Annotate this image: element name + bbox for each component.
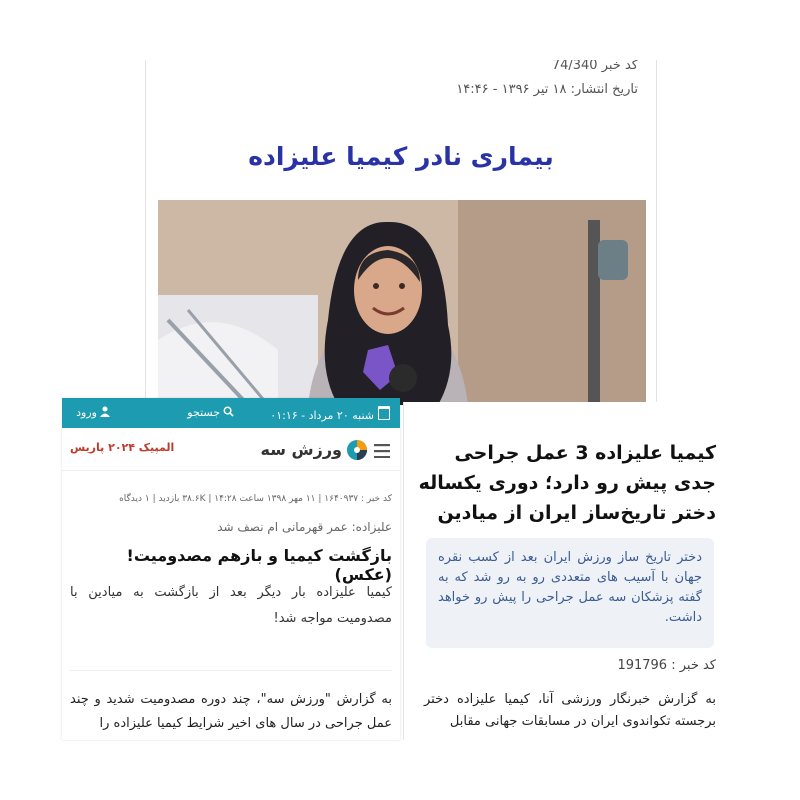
topbar-date <box>270 406 390 422</box>
news-code: کد خبر : 191796 <box>617 658 716 673</box>
site-name[interactable]: ورزش سه <box>260 440 342 459</box>
divider <box>70 670 392 671</box>
calendar-icon <box>378 406 390 420</box>
article-photo <box>158 200 646 405</box>
olympic-link[interactable]: المپیک ۲۰۲۴ پاریس <box>70 441 175 454</box>
site-navbar <box>62 430 400 471</box>
topbar-date-text: شنبه ۲۰ مرداد - ۰۱:۱۶ <box>270 409 374 422</box>
hospital-photo-illustration <box>158 200 646 405</box>
user-icon <box>100 406 110 417</box>
top-article-card <box>145 60 657 405</box>
article-title[interactable]: بازگشت کیمیا و بازهم مصدومیت! (عکس) <box>126 546 392 584</box>
news-meta: کد خبر : ۱۶۴۰۹۳۷ | ۱۱ مهر ۱۳۹۸ ساعت ۱۴:۲۸ | ۳۸.۶K بازدید | ۱ دیدگاه <box>119 494 392 504</box>
news-code: کد خبر 74/340 <box>551 60 638 73</box>
right-article-card <box>403 402 736 740</box>
article-lead: کیمیا علیزاده بار دیگر بعد از بازگشت به میادین با مصدومیت مواجه شد! <box>70 585 392 626</box>
login-label: ورود <box>76 406 97 419</box>
logo-icon <box>346 439 368 461</box>
article-title[interactable]: بیماری نادر کیمیا علیزاده <box>248 142 554 171</box>
login-link[interactable] <box>76 406 110 419</box>
search-link[interactable] <box>187 406 234 419</box>
search-icon <box>223 406 234 417</box>
article-body: به گزارش خبرنگار ورزشی آنا، کیمیا علیزاده دختر برجسته تکواندوی ایران در مسابقات جهانی مقابل <box>424 692 716 729</box>
search-label: جستجو <box>187 406 220 419</box>
publish-date: تاریخ انتشار: ۱۸ تیر ۱۳۹۶ - ۱۴:۴۶ <box>456 82 638 97</box>
left-article-card <box>62 398 400 740</box>
menu-icon[interactable] <box>374 444 390 458</box>
site-topbar <box>62 398 400 428</box>
article-title[interactable]: کیمیا علیزاده 3 عمل جراحی جدی پیش رو دارد؛ دوری یکساله دختر تاریخ‌ساز ایران از میادین <box>418 442 716 524</box>
article-lead: دختر تاریخ ساز ورزش ایران بعد از کسب نقره جهان با آسیب های متعددی رو به رو شد که به گفته پزشکان سه عمل جراحی را پیش رو خواهد داشت. <box>426 538 714 648</box>
article-subtitle: علیزاده: عمر قهرمانی ام نصف شد <box>217 520 392 534</box>
article-body: به گزارش "ورزش سه"، چند دوره مصدومیت شدید و چند عمل جراحی در سال های اخیر شرایط کیمیا علیزاده را <box>70 692 392 731</box>
